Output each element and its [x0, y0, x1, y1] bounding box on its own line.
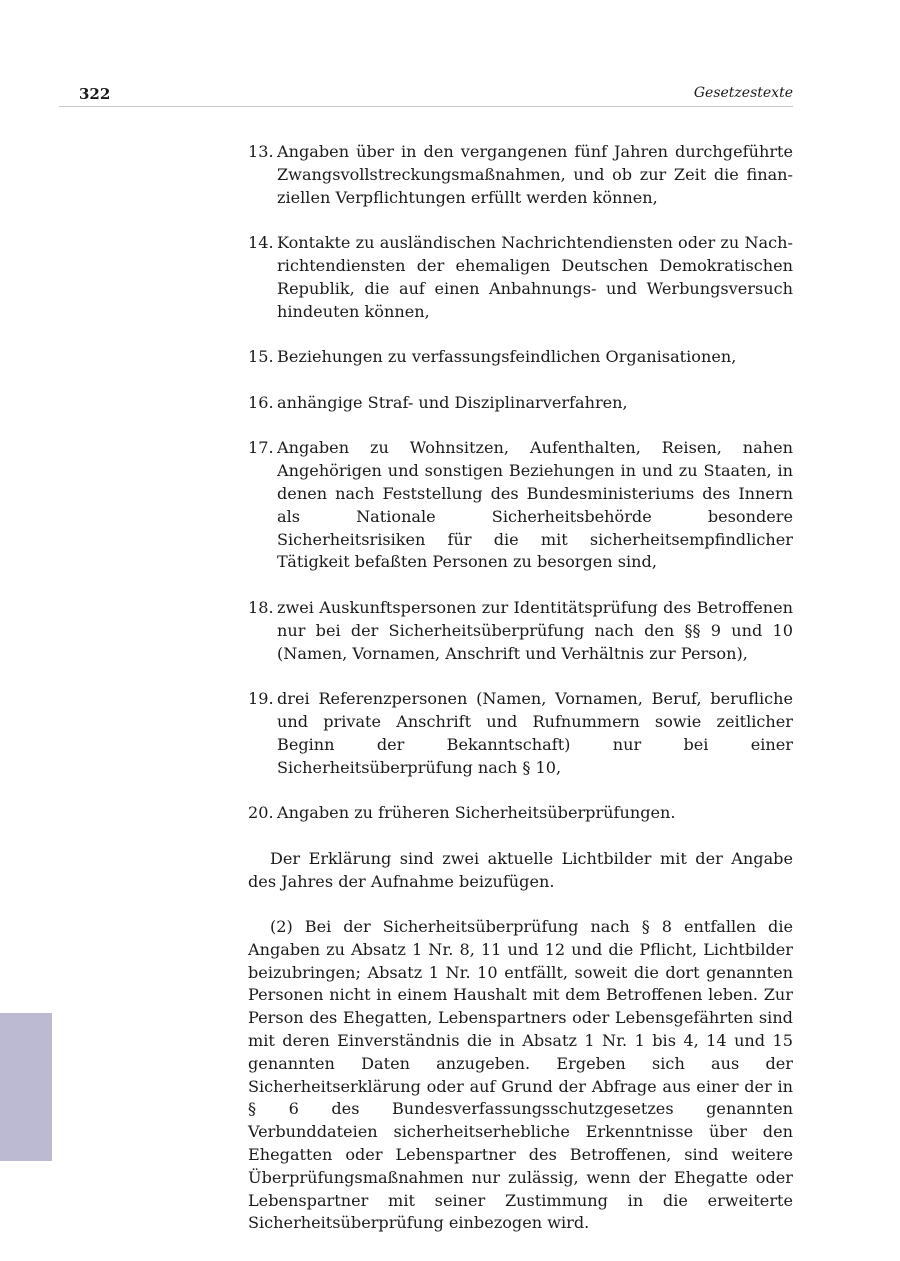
list-item [248, 392, 793, 415]
list-item-number: 14. [248, 233, 274, 253]
page-number: 322 [79, 85, 111, 103]
list-item-number: 19. [248, 689, 274, 709]
list-item [248, 346, 793, 369]
list-item-text: Angaben zu Wohnsitzen, Aufenthalten, Reisen, nahen Angehörigen und sonstigen Beziehungen in und zu Staaten, in denen nach Feststellung des Bundesministeriums des Innern als Nationale Sicherheitsbehörde besondere Sicherheitsrisiken für die mit sicherheitsempfindlicher Tätigkeit befaßten Personen zu besorgen sind, [277, 438, 793, 572]
paragraph-photos: Der Erklärung sind zwei aktuelle Lichtbilder mit der Angabe des Jahres der Aufnahme beizufügen. [248, 848, 793, 891]
list-item-text: Beziehungen zu verfassungsfeindlichen Organisationen, [277, 347, 737, 367]
list-item-number: 15. [248, 347, 274, 367]
list-item-number: 20. [248, 803, 274, 823]
list-item-number: 18. [248, 597, 274, 617]
page-header [59, 82, 793, 107]
list-item-number: 13. [248, 142, 274, 161]
running-title: Gesetzestexte [693, 85, 793, 101]
list-item-text: drei Referenzpersonen (Namen, Vornamen, Beruf, berufliche und private Anschrift und Rufnummern sowie zeitlicher Beginn der Bekanntschaft) nur bei einer Sicherheitsüberprüfung nach § 10, [277, 689, 793, 777]
list-item-text: anhängige Straf- und Disziplinarverfahren, [277, 392, 628, 412]
list-item-text: Kontakte zu ausländischen Nachrichtendiensten oder zu Nachrichtendiensten der ehemaligen Deutschen Demokratischen Republik, die auf einen Anbahnungs- und Werbungsversuch hindeuten können, [277, 233, 793, 321]
list-item-number: 16. [248, 392, 274, 412]
list-item [248, 802, 793, 825]
paragraph-section-2: (2) Bei der Sicherheitsüberprüfung nach § 8 entfallen die Angaben zu Absatz 1 Nr. 8, 11 und 12 und die Pflicht, Lichtbilder beizubringen; Absatz 1 Nr. 10 entfällt, soweit die dort genannten Personen nicht in einem Haushalt mit dem Betroffenen leben. Zur Person des Ehegatten, Lebenspartners oder Lebensgefährten sind mit deren Einverständnis die in Absatz 1 Nr. 1 bis 4, 14 und 15 genannten Daten anzugeben. Ergeben sich aus der Sicherheitserklärung oder auf Grund der Abfrage aus einer der in § 6 des Bundesverfassungsschutzgesetzes genannten Verbunddateien sicherheitserhebliche Erkenntnisse über den Ehegatten oder Lebenspartner des Betroffenen, sind weitere Überprüfungsmaßnahmen nur zulässig, wenn der Ehegatte oder Lebenspartner mit seiner Zustimmung in die erweiterte Sicherheitsüberprüfung einbezogen wird. [248, 917, 793, 1233]
list-item [248, 232, 793, 323]
page-body [248, 141, 793, 1258]
list-item [248, 141, 793, 209]
list-item-text: Angaben über in den vergangenen fünf Jahren durchgeführte Zwangsvollstreckungsmaßnahmen, und ob zur Zeit die finanziellen Verpflichtungen erfüllt werden können, [277, 142, 793, 207]
list-item-text: Angaben zu früheren Sicherheitsüberprüfungen. [277, 803, 676, 823]
chapter-thumb-tab [0, 1013, 52, 1161]
list-item [248, 597, 793, 665]
list-item-text: zwei Auskunftspersonen zur Identitätsprüfung des Betroffenen nur bei der Sicherheitsüberprüfung nach den §§ 9 und 10 (Namen, Vornamen, Anschrift und Verhältnis zur Person), [277, 597, 793, 663]
list-item [248, 437, 793, 574]
list-item [248, 688, 793, 779]
list-item-number: 17. [248, 438, 274, 458]
